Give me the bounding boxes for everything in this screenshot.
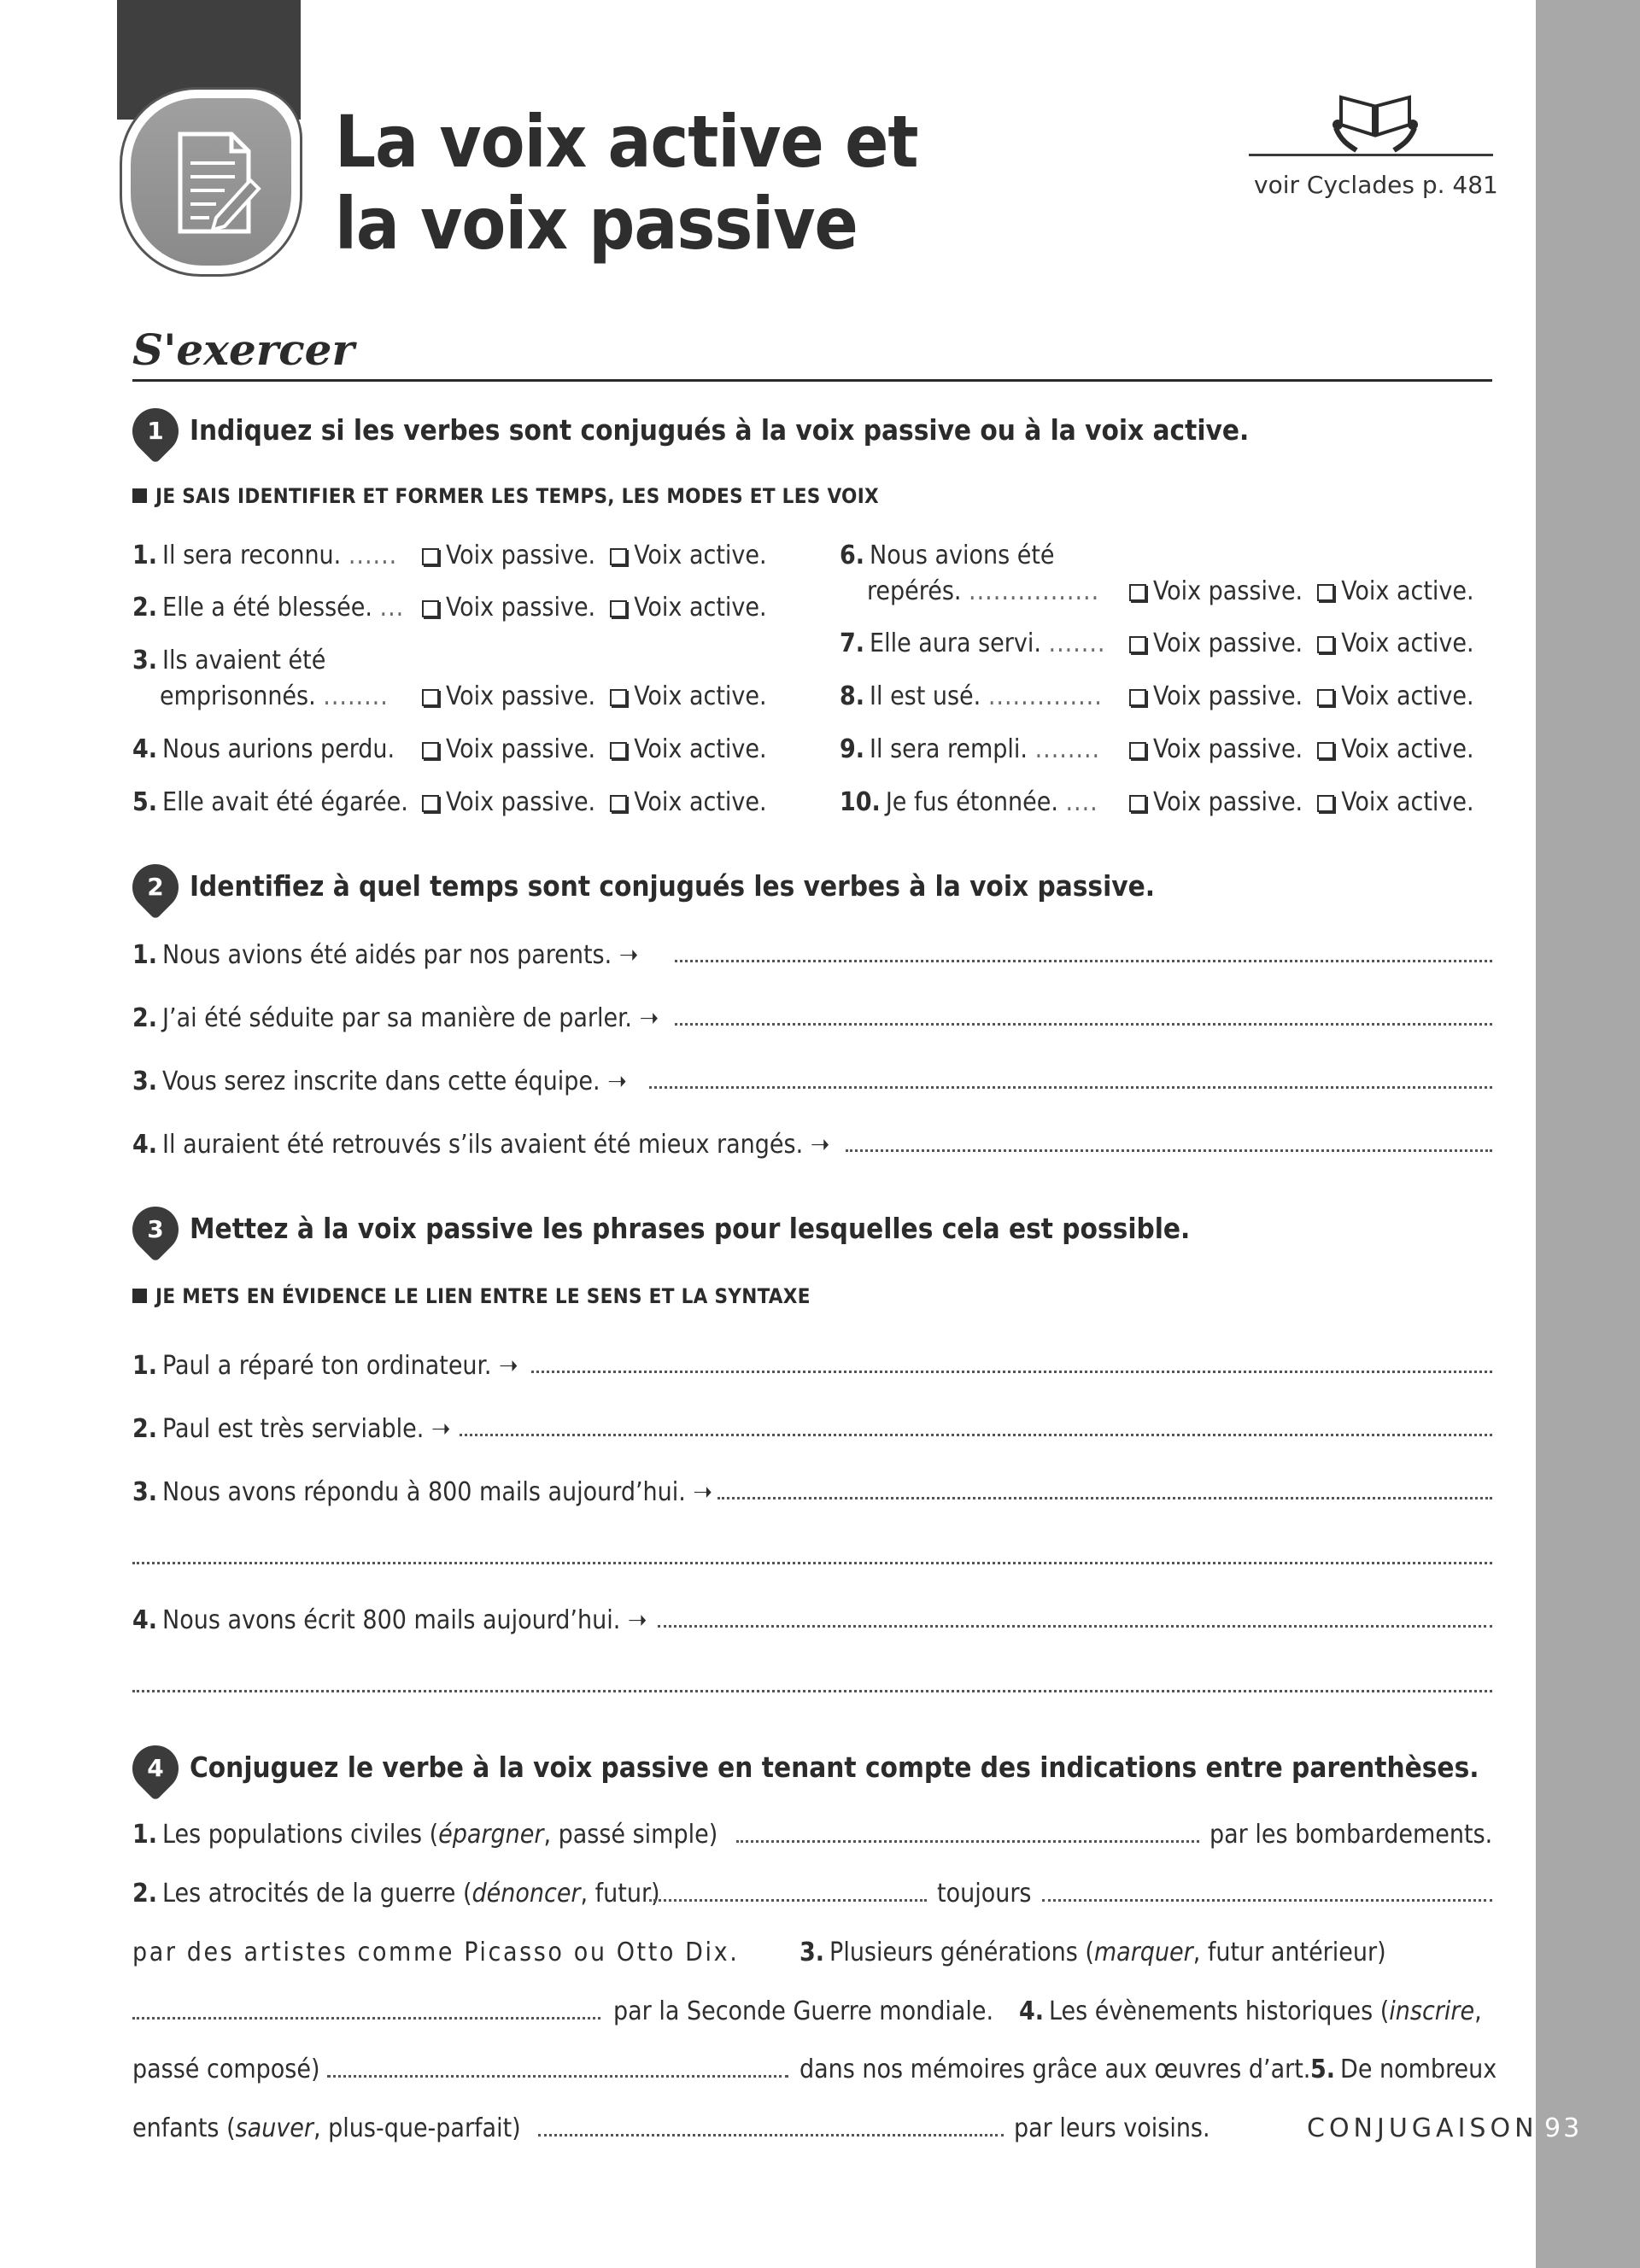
exercise-1-skill: JE SAIS IDENTIFIER ET FORMER LES TEMPS, LES MODES ET LES VOIX [132,484,879,508]
checkbox-active[interactable] [1317,584,1334,601]
reading-icon [1332,91,1418,155]
ex4-sentence-3: 3. Plusieurs générations (marquer, futur antérieur) [800,1938,1386,1967]
section-rule [132,379,1492,382]
checkbox-active[interactable] [1317,742,1334,759]
side-band [1536,0,1640,2268]
ex4-sentence-4: 4. Les évènements historiques (inscrire, [1019,1996,1482,2026]
ex3-answer-4-extra[interactable] [132,1690,1492,1692]
page-number: 93 [1544,2113,1583,2143]
checkbox-active[interactable] [610,600,627,617]
ex1-item-6-cont: repérés. ................ [867,576,1100,606]
checkbox-passive[interactable] [1129,689,1146,706]
ex4-sentence-2-end: par des artistes comme Picasso ou Otto Dix. [132,1938,740,1967]
checkbox-active[interactable] [1317,795,1334,812]
ex1-item-6: 6. Nous avions été [840,541,1055,570]
ex3-answer-4[interactable] [658,1625,1492,1628]
ex1-item-9-options: Voix passive. Voix active. [1129,734,1474,764]
ex3-answer-3[interactable] [718,1497,1492,1499]
checkbox-passive[interactable] [1129,584,1146,601]
ex4-sentence-2-mid: toujours [937,1879,1032,1909]
ex1-item-5: 5. Elle avait été égarée. [132,787,408,817]
ex4-answer-4[interactable] [327,2075,788,2078]
ex3-item-4: 4. Nous avons écrit 800 mails aujourd’hui. ➝ [132,1605,647,1635]
ex1-item-7: 7. Elle aura servi. ....... [840,628,1106,658]
checkbox-passive[interactable] [422,600,439,617]
exercise-4-marker: 4 [123,1736,188,1801]
ex1-item-5-options: Voix passive. Voix active. [422,787,767,817]
ex4-sentence-5-cont: enfants (sauver, plus-que-parfait) [132,2113,521,2143]
ex4-answer-2a[interactable] [649,1899,927,1902]
ex4-sentence-4-cont: passé composé) [132,2055,320,2084]
section-title: S'exercer [132,324,354,375]
document-icon [131,98,291,266]
ex4-sentence-3-end: par la Seconde Guerre mondiale. [613,1996,994,2026]
reference-rule [1249,154,1493,156]
ex2-answer-4[interactable] [846,1149,1492,1152]
ex2-item-2: 2. J’ai été séduite par sa manière de parler. ➝ [132,1003,659,1033]
ex1-item-4-options: Voix passive. Voix active. [422,734,767,764]
exercise-3-marker: 3 [123,1197,188,1262]
ex2-answer-2[interactable] [675,1023,1492,1026]
title-line-1: La voix active et [335,100,918,184]
checkbox-passive[interactable] [422,548,439,565]
ex4-answer-3[interactable] [132,2017,600,2020]
checkbox-active[interactable] [1317,689,1334,706]
checkbox-active[interactable] [610,548,627,565]
ex1-item-7-options: Voix passive. Voix active. [1129,628,1474,658]
ex1-item-10-options: Voix passive. Voix active. [1129,787,1474,817]
page-title [335,101,918,265]
ex1-item-10: 10. Je fus étonnée. .... [840,787,1098,817]
checkbox-active[interactable] [610,742,627,759]
exercise-2-title: Identifiez à quel temps sont conjugués les verbes à la voix passive. [190,869,1156,903]
ex3-item-1: 1. Paul a réparé ton ordinateur. ➝ [132,1351,518,1381]
exercise-4-title: Conjuguez le verbe à la voix passive en tenant compte des indications entre parenthèses. [190,1751,1479,1784]
ex1-item-1: 1. Il sera reconnu. ...... [132,541,398,570]
ex3-answer-2[interactable] [460,1434,1492,1436]
ex3-answer-3-extra[interactable] [132,1562,1492,1564]
checkbox-passive[interactable] [422,795,439,812]
ex4-sentence-1: 1. Les populations civiles (épargner, passé simple) [132,1820,718,1850]
footer-section: CONJUGAISON [1307,2113,1538,2143]
reference-text: voir Cyclades p. 481 [1254,171,1498,199]
exercise-1-title: Indiquez si les verbes sont conjugués à la voix passive ou à la voix active. [190,413,1250,447]
ex1-item-2-options: Voix passive. Voix active. [422,593,767,623]
ex3-item-2: 2. Paul est très serviable. ➝ [132,1414,451,1444]
exercise-2-marker: 2 [123,855,188,920]
ex4-answer-1[interactable] [736,1840,1199,1843]
ex3-item-3: 3. Nous avons répondu à 800 mails aujourd’hui. ➝ [132,1477,713,1507]
ex1-item-8-options: Voix passive. Voix active. [1129,681,1474,711]
title-line-2: la voix passive [335,182,858,266]
ex2-answer-1[interactable] [675,960,1492,962]
ex1-item-6-options: Voix passive. Voix active. [1129,576,1474,606]
checkbox-passive[interactable] [422,689,439,706]
ex4-sentence-5: 5. De nombreux [1310,2055,1497,2084]
ex4-sentence-1-end: par les bombardements. [1210,1820,1493,1850]
checkbox-active[interactable] [610,689,627,706]
ex1-item-3-options: Voix passive. Voix active. [422,681,767,711]
checkbox-passive[interactable] [1129,742,1146,759]
checkbox-passive[interactable] [1129,795,1146,812]
exercise-3-title: Mettez à la voix passive les phrases pour lesquelles cela est possible. [190,1212,1191,1245]
ex4-answer-2b[interactable] [1042,1899,1492,1902]
ex2-answer-3[interactable] [649,1086,1492,1089]
ex2-item-3: 3. Vous serez inscrite dans cette équipe. ➝ [132,1067,627,1096]
checkbox-passive[interactable] [1129,636,1146,653]
checkbox-active[interactable] [1317,636,1334,653]
ex4-answer-5[interactable] [538,2134,1004,2136]
exercise-3-skill: JE METS EN ÉVIDENCE LE LIEN ENTRE LE SENS ET LA SYNTAXE [132,1284,811,1308]
ex3-answer-1[interactable] [531,1371,1492,1373]
ex2-item-4: 4. Il auraient été retrouvés s’ils avaient été mieux rangés. ➝ [132,1130,830,1160]
ex1-item-3: 3. Ils avaient été [132,646,326,675]
checkbox-active[interactable] [610,795,627,812]
exercise-1-marker: 1 [123,399,188,464]
ex4-sentence-5-end: par leurs voisins. [1014,2113,1210,2143]
ex1-item-9: 9. Il sera rempli. ........ [840,734,1101,764]
ex1-item-2: 2. Elle a été blessée. ... [132,593,405,623]
ex4-sentence-2: 2. Les atrocités de la guerre (dénoncer, futur) [132,1879,660,1909]
ex1-item-4: 4. Nous aurions perdu. [132,734,395,764]
ex1-item-3-cont: emprisonnés. ........ [160,681,389,711]
ex1-item-1-options: Voix passive. Voix active. [422,541,767,570]
ex2-item-1: 1. Nous avions été aidés par nos parents. ➝ [132,940,639,970]
ex4-sentence-4-end: dans nos mémoires grâce aux œuvres d’art. [800,2055,1311,2084]
ex1-item-8: 8. Il est usé. .............. [840,681,1103,711]
checkbox-passive[interactable] [422,742,439,759]
